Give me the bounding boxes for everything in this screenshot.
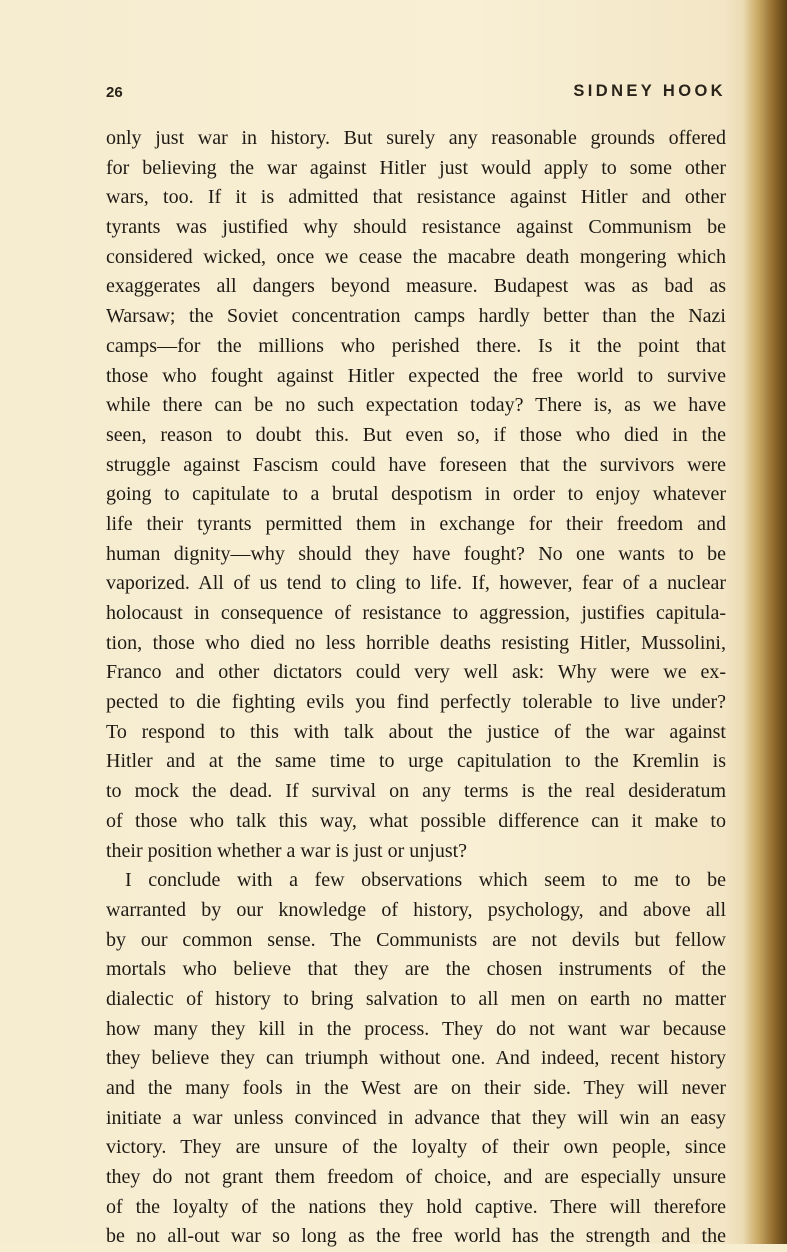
text-line: and the many fools in the West are on their side. They will never: [106, 1077, 726, 1099]
text-line: Warsaw; the Soviet concentration camps hardly better than the Nazi: [106, 305, 726, 328]
body-text: [106, 124, 726, 1252]
text-line: seen, reason to doubt this. But even so, if those who died in the: [106, 423, 726, 446]
text-line: to mock the dead. If survival on any terms is the real desideratum: [106, 780, 726, 803]
text-line: for believing the war against Hitler just would apply to some other: [106, 156, 726, 179]
text-line: considered wicked, once we cease the macabre death mongering which: [106, 245, 726, 268]
paragraph-end-line: their position whether a war is just or unjust?: [106, 839, 468, 862]
page-binding-edge: [743, 0, 787, 1244]
text-line: only just war in history. But surely any reasonable grounds offered: [106, 127, 726, 149]
text-line: Hitler and at the same time to urge capitulation to the Kremlin is: [106, 750, 726, 773]
paragraph-start-line: I conclude with a few observations which seem to me to be: [125, 869, 726, 892]
text-line: vaporized. All of us tend to cling to life. If, however, fear of a nuclear: [106, 572, 726, 595]
text-line: camps—for the millions who perished there. Is it the point that: [106, 334, 726, 357]
text-line: going to capitulate to a brutal despotism in order to enjoy whatever: [106, 483, 726, 506]
text-line: be no all-out war so long as the free world has the strength and the: [106, 1225, 726, 1248]
text-line: pected to die fighting evils you find perfectly tolerable to live under?: [106, 691, 726, 714]
text-line: of the loyalty of the nations they hold captive. There will therefore: [106, 1195, 726, 1218]
text-line: warranted by our knowledge of history, psychology, and above all: [106, 898, 726, 921]
page-number: 26: [106, 84, 123, 101]
text-line: mortals who believe that they are the chosen instruments of the: [106, 958, 726, 981]
text-line: initiate a war unless convinced in advance that they will win an easy: [106, 1106, 726, 1129]
text-line: dialectic of history to bring salvation to all men on earth no matter: [106, 987, 726, 1010]
text-line: holocaust in consequence of resistance to aggression, justifies capitula-: [106, 602, 726, 624]
running-head: [106, 80, 726, 104]
text-line: while there can be no such expectation today? There is, as we have: [106, 394, 726, 417]
text-line: To respond to this with talk about the justice of the war against: [106, 720, 726, 743]
text-line: victory. They are unsure of the loyalty of their own people, since: [106, 1136, 726, 1159]
text-line: human dignity—why should they have fought? No one wants to be: [106, 542, 726, 565]
text-line: life their tyrants permitted them in exchange for their freedom and: [106, 512, 726, 535]
text-line: exaggerates all dangers beyond measure. Budapest was as bad as: [106, 275, 726, 298]
text-line: they believe they can triumph without one. And indeed, recent history: [106, 1047, 726, 1070]
text-line: they do not grant them freedom of choice, and are especially unsure: [106, 1166, 726, 1189]
text-line: Franco and other dictators could very well ask: Why were we ex-: [106, 661, 726, 684]
text-line: wars, too. If it is admitted that resistance against Hitler and other: [106, 186, 726, 209]
text-line: of those who talk this way, what possible difference can it make to: [106, 809, 726, 832]
text-line: tion, those who died no less horrible deaths resisting Hitler, Mussolini,: [106, 631, 726, 654]
text-line: struggle against Fascism could have foreseen that the survivors were: [106, 453, 726, 476]
text-line: by our common sense. The Communists are not devils but fellow: [106, 928, 726, 951]
text-line: those who fought against Hitler expected the free world to survive: [106, 364, 726, 387]
text-line: how many they kill in the process. They do not want war because: [106, 1017, 726, 1040]
running-head-author: SIDNEY HOOK: [573, 82, 726, 100]
text-line: tyrants was justified why should resistance against Communism be: [106, 216, 726, 239]
